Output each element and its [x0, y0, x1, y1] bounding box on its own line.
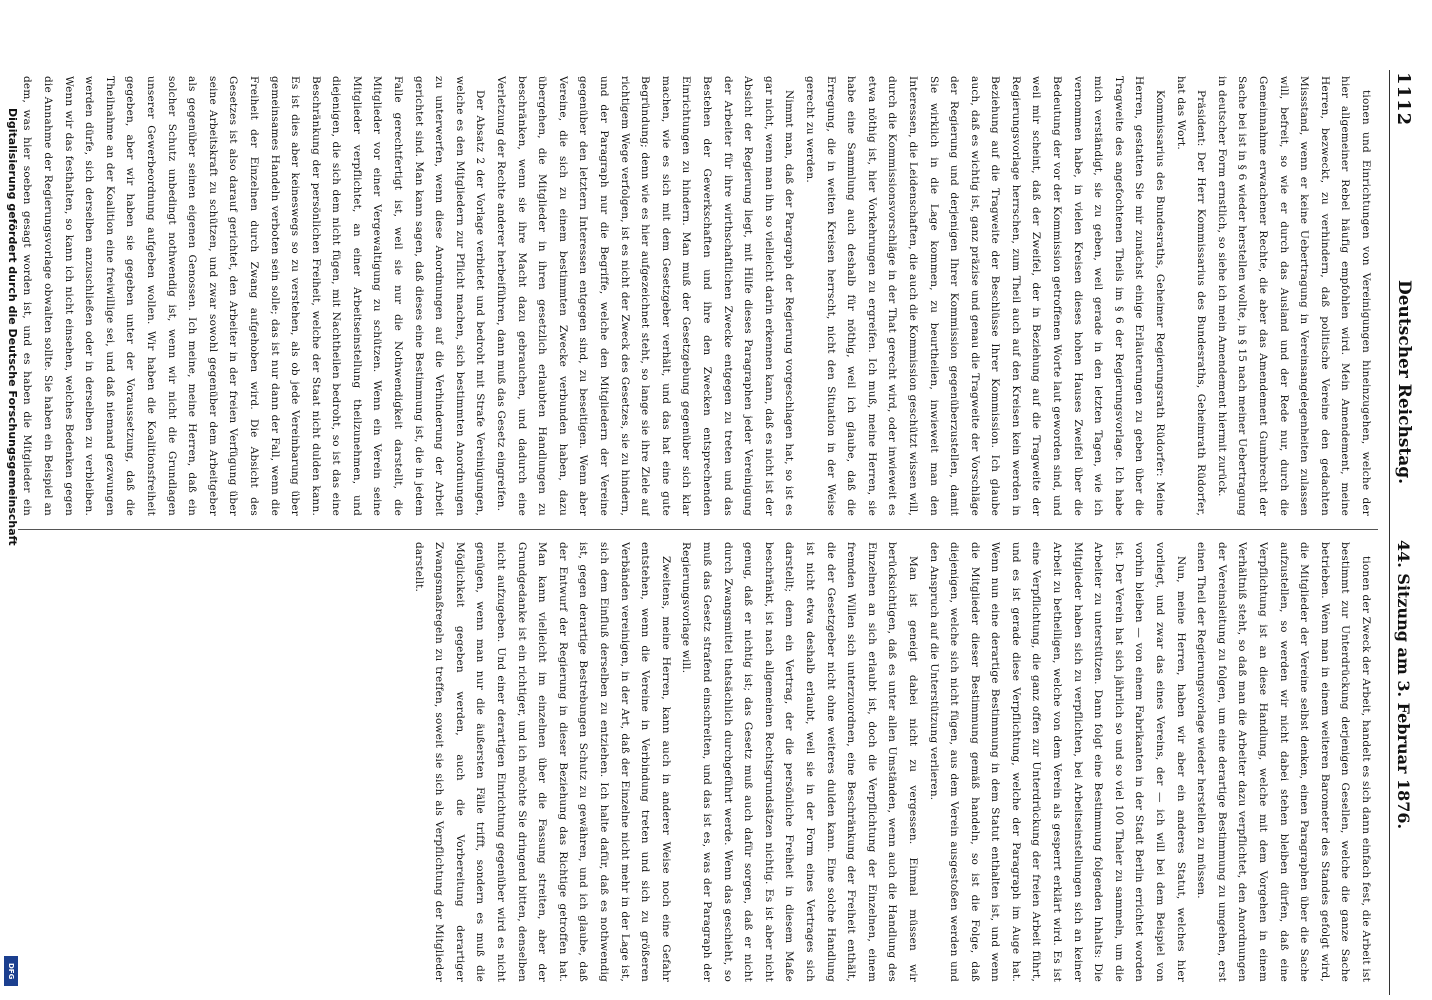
page-header — [1389, 70, 1416, 995]
session-title: 44. Sitzung am 3. Februar 1876. — [1394, 540, 1413, 830]
paragraph: Präsident: Der Herr Kommissarius des Bundesraths, Geheimrath Rüdorfer, hat das Wort. — [1174, 76, 1208, 516]
paragraph: Nun, meine Herren, haben wir aber ein anderes Statut, welches hier vorliegt, und zwar das eines Vereins, der — ich will bei dem Beispiel von vorhin bleiben — von einem Fabrikanten in der Stadt Berlin errichtet worden ist. Der Verein hat sich jährlich so und so viel 100 Thaler zu sammeln, um die Arbeiter zu unterstützen. Dann folgt eine Bestimmung folgenden Inhalts: Die Mitglieder haben sich zu verpflichten, bei Arbeitseinstellungen sich an keiner Arbeit zu betheiligen, welche von dem Verein als gesperrt erklärt wird. Es ist eine Verpflichtung, die ganz offen zur Unterdrückung der freien Arbeit führt, und es ist gerade diese Verpflichtung, welche der Paragraph im Auge hat. Wenn nun eine derartige Bestimmung in dem Statut enthalten ist, und wenn die Mitglieder dieser Bestimmung gemäß handeln, so ist die Folge, daß diejenigen, welche sich nicht fügen, aus dem Verein ausgestoßen werden und den Anspruch auf die Unterstützung verlieren. — [927, 542, 1187, 982]
scanned-page — [0, 70, 1416, 995]
text-column-right — [16, 542, 1376, 982]
paragraph: Man ist geneigt dabei nicht zu vergessen. Einmal müssen wir berücksichtigen, daß es unter allen Umständen, wenn auch die Handlung des Einzelnen an sich erlaubt ist, doch die Verpflichtung der Einzelnen, einem fremden Willen sich unterzuordnen, eine Beschränkung der Freiheit enthält, die der Gesetzgeber nicht ohne weiteres dulden kann. Eine solche Handlung ist nicht etwa deshalb erlaubt, weil sie in der Form eines Vertrages sich darstellt; denn ein Vertrag, der die persönliche Freiheit in diesem Maße beschränkt, ist nach allgemeinen Rechtsgrundsätzen nichtig. Es ist aber nicht genug, daß er nichtig ist; das Gesetz muß auch dafür sorgen, daß er nicht durch Zwangsmittel thatsächlich durchgeführt werde. Wenn das geschieht, so muß das Gesetz strafend einschreiten, und das ist es, was der Paragraph der Regierungsvorlage will. — [680, 542, 919, 982]
credit-text: Digitalisierung gefördert durch die Deutsche Forschungsgemeinschaft — [6, 108, 19, 546]
column-divider — [18, 529, 1378, 530]
text-column-left — [16, 76, 1376, 516]
digitization-credit — [6, 108, 18, 948]
paragraph: Zweitens, meine Herren, kann auch in anderer Weise noch eine Gefahr entstehen, wenn die Vereine in Verbindung treten und sich zu größeren Verbänden vereinigen, in der Art, daß der Einzelne nicht mehr in der Lage ist, sich dem Einfluß derselben zu entziehen. Ich halte dafür, daß es nothwendig ist, gegen derartige Bestrebungen Schutz zu gewähren, und ich glaube, daß der Entwurf der Regierung in dieser Beziehung das Richtige getroffen hat. Man kann vielleicht im einzelnen über die Fassung streiten, aber der Grundgedanke ist ein richtiger, und ich möchte Sie dringend bitten, denselben nicht aufzugeben. Und einer derartigen Einrichtung gegenüber wird es nicht genügen, wenn man nur die äußersten Fälle trifft, sondern es muß die Möglichkeit gegeben werden, auch die Vorbereitung derartiger Zwangsmaßregeln zu treffen, soweit sie sich als Verpflichtung der Mitglieder darstellt. — [412, 542, 672, 982]
paragraph: Nimmt man, daß der Paragraph der Regierung vorgeschlagen hat, so ist es gar nicht, wenn man ihn so vielleicht darin erkennen kann, daß es nicht ist der Absicht der Regierung liegt, mit Hilfe dieses Paragraphen jeder Vereinigung der Arbeiter für ihre wirthschaftlichen Zwecke entgegen zu treten und das Bestehen der Gewerkschaften und ihre den Zwecken entsprechenden Einrichtungen zu hindern. Man muß der Gesetzgebung gegenüber sich klar machen, wie es sich mit dem Gesetzgeber verhält, und das hat eine gute Begründung; denn wie es hier aufgezeichnet steht, so lange sie ihre Ziele auf richtigem Wege verfolgen, ist es nicht der Zweck des Gesetzes, sie zu hindern, und der Paragraph nur die Begriffe, welche den Mitgliedern der Vereine gegenüber den letztern Interessen entgegen sind, zu beseitigen. Wenn aber Vereine, die sich zu einem bestimmten Zwecke verbunden haben, dazu übergehen, die Mitglieder in ihren gesetzlich erlaubten Handlungen zu beschränken, wenn sie ihre Macht dazu gebrauchen, und dadurch eine Verletzung der Rechte anderer herbeiführen, dann muß das Gesetz eingreifen. — [495, 76, 796, 516]
paragraph: tionen der Zweck der Arbeit, handelt es sich dann einfach fest, die Arbeit ist bestimmt zur Unterdrückung derjenigen Gesellen, welche die ganze Sache betrieben. Wenn man in einem weiteren Barometer des Standes gefolgt wird, die Mitglieder der Vereine selbst denken, einen Paragraphen über die Sache aufzustellen, so werden wir nicht dabei stehen bleiben dürfen, daß eine Verpflichtung ist an diese Handlung, welche mit dem Vorgehen in einem Verhältniß steht, so daß man die Arbeiter dazu verpflichtet, den Anordnungen der Vereinsleitung zu folgen, um eine derartige Bestimmung zu umgehen, erst einen Theil der Regierungsvorlage wieder herstellen zu müssen. — [1195, 542, 1372, 982]
dfg-logo-icon: DFG — [4, 956, 18, 986]
page-number: 1112 — [1393, 72, 1414, 127]
publication-title: Deutscher Reichstag. — [1394, 280, 1414, 485]
paragraph: Kommissarius des Bundesraths, Geheimer Regierungsrath Rüdorfer: Meine Herren, gestatten Sie mir zunächst einige Erläuterungen zu geben über die Tragweite des angefochtenen Theils im § 6 der Regierungsvorlage. Ich habe mich verständigt, sie zu geben, weil gerade in den letzten Tagen, wie ich vernommen habe, in vielen Kreisen dieses hohen Hauses Zweifel über die Bedeutung der vor der Kommission getroffenen Worte laut geworden sind, und weil mir scheint, daß der Zweifel, der in Beziehung auf die Tragweite der Regierungsvorlage herrschen, zum Theil auch auf den Kreisen kein werden in Beziehung auf die Tragweite der Beschlüsse Ihrer Kommission. Ich glaube auch, daß es wichtig ist, ganz präzise und genau die Tragweite der Vorschläge der Regierung und derjenigen Ihrer Kommission gegenüberzustellen, damit Sie wirklich in die Lage kommen, zu beurtheilen, inwieweit man den Interessen, die Leidenschaften, die auch die Kommission geschützt wissen will, durch die Kommissionsvorschläge in der That gerecht wird, oder inwieweit es etwa nöthig ist, hier Vorkehrungen zu ergreifen. Ich muß, meine Herren, sie habe eine Sammlung auch deshalb für nöthig, weil ich glaube, daß die Erregung, die in weiten Kreisen herrscht, nicht den Situation in der Weise gerecht zu werden. — [803, 76, 1167, 516]
paragraph: Der Absatz 2 der Vorlage verbietet und bedroht mit Strafe Vereinigungen, welche es den Mitgliedern zur Pflicht machen, sich bestimmten Anordnungen zu unterwerfen, wenn diese Anordnungen auf die Verhinderung der Arbeit gerichtet sind. Man kann sagen, daß dieses eine Bestimmung ist, die in jedem Falle gerechtfertigt ist, weil sie nur die Nothwendigkeit darstellt, die Mitglieder vor einer Vergewaltigung zu schützen. Wenn ein Verein seine Mitglieder verpflichtet, an einer Arbeitseinstellung theilzunehmen, und diejenigen, die sich dem nicht fügen, mit Nachtheilen bedroht, so ist das eine Beschränkung der persönlichen Freiheit, welche der Staat nicht dulden kann. Es ist dies aber keineswegs so zu verstehen, als ob jede Vereinbarung über gemeinsames Handeln verboten sein solle; das ist nur dann der Fall, wenn die Freiheit der Einzelnen durch Zwang aufgehoben wird. Die Absicht des Gesetzes ist also darauf gerichtet, den Arbeiter in der freien Verfügung über seine Arbeitskraft zu schützen, und zwar sowohl gegenüber dem Arbeitgeber als gegenüber seinen eigenen Genossen. Ich meine, meine Herren, daß ein solcher Schutz unbedingt nothwendig ist, wenn wir nicht die Grundlagen unserer Gewerbeordnung aufgeben wollen. Wir haben die Koalitionsfreiheit gegeben, aber wir haben sie gegeben unter der Voraussetzung, daß die Theilnahme an der Koalition eine freiwillige sei, und daß niemand gezwungen werden dürfe, sich derselben anzuschließen oder in derselben zu verbleiben. Wenn wir das festhalten, so kann ich nicht einsehen, welches Bedenken gegen die Annahme der Regierungsvorlage obwalten sollte. Sie haben ein Beispiel an dem, was hier soeben gesagt worden ist, und es haben die Mitglieder ein — [21, 76, 487, 516]
paragraph: tionen und Einrichtungen von Vereinigungen hineinzugehen, welche der hier allgemeiner Rebel häufig empfohlen wird. Mein Amendement, meine Herren, bezweckt, zu verhindern, daß politische Vereine den gedachten Missstand, wenn er keine Uebertragung in Vereinsangelegenheiten zulassen will, befreit, so wie er durch das Ausland und der Rede nur, durch die Gemeinnahme erwachener Rechte, die aber das Amendement Gumbrecht der Sache bei ist in § 6 wieder herstellen wollte, in § 15 nach meiner Uebertragung in deutscher Form ernstlich, so siehe ich mein Amendement hiermit zurück. — [1215, 76, 1372, 516]
